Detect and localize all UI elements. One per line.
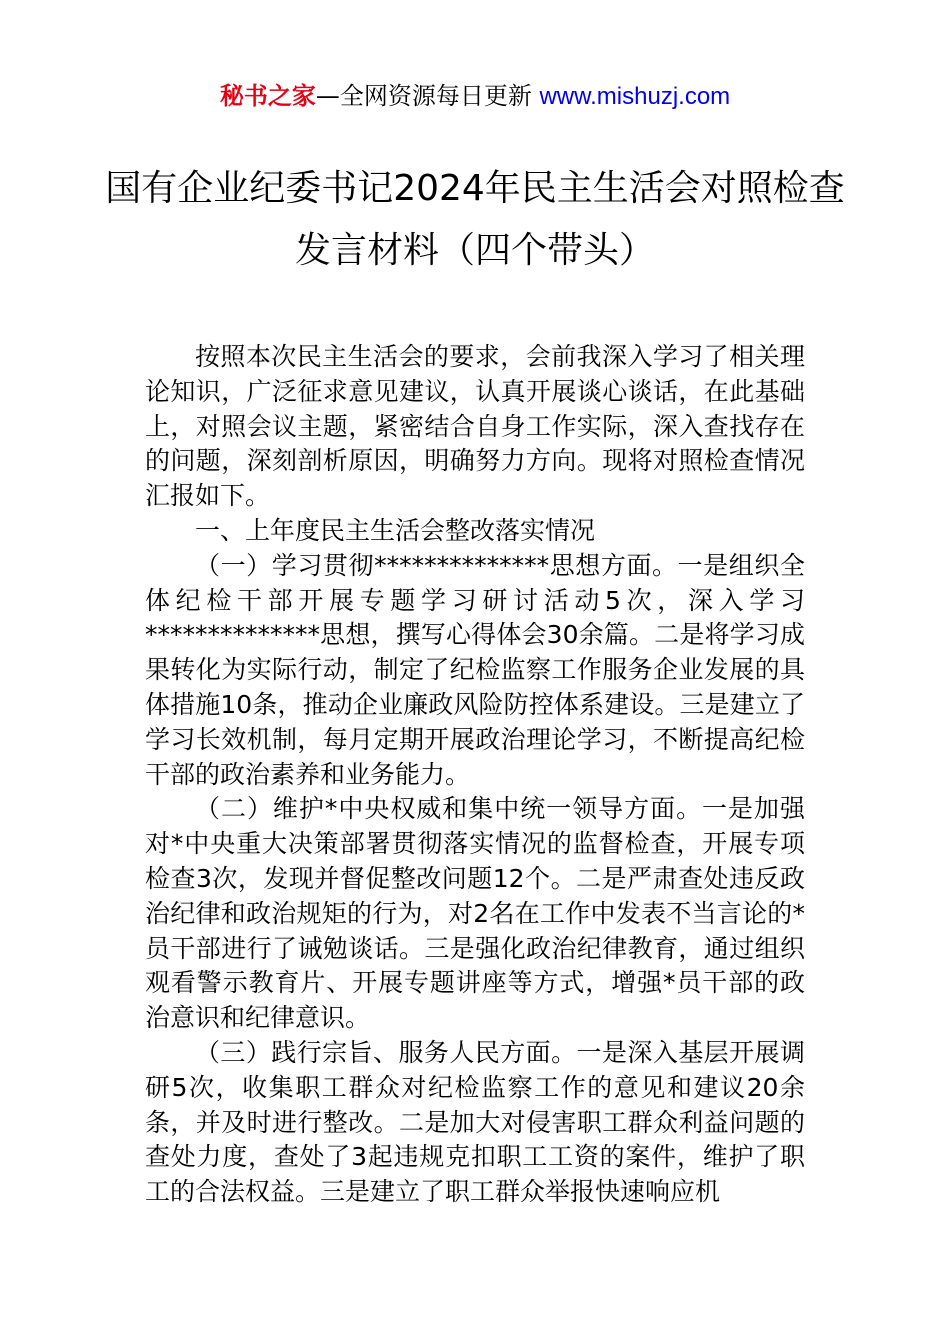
body-paragraph: （三）践行宗旨、服务人民方面。一是深入基层开展调研5次，收集职工群众对纪检监察工作的意见和建议20余条，并及时进行整改。二是加大对侵害职工群众利益问题的查处力度，查处了3起违规克扣职工工资的案件，维护了职工的合法权益。三是建立了职工群众举报快速响应机 (145, 1037, 805, 1207)
site-header (0, 78, 950, 115)
site-slogan: —全网资源每日更新 (315, 82, 532, 110)
site-brand: 秘书之家 (219, 82, 316, 110)
body-paragraph: （二）维护*中央权威和集中统一领导方面。一是加强对*中央重大决策部署贯彻落实情况的监督检查，开展专项检查3次，发现并督促整改问题12个。二是严肃查处违反政治纪律和政治规矩的行为，对2名在工作中发表不当言论的*员干部进行了诫勉谈话。三是强化政治纪律教育，通过组织观看警示教育片、开展专题讲座等方式，增强*员干部的政治意识和纪律意识。 (145, 794, 805, 1033)
site-url-link[interactable]: www.mishuzj.com (539, 83, 731, 110)
document-body (145, 340, 805, 1210)
section-heading: 一、上年度民主生活会整改落实情况 (195, 515, 596, 545)
document-title: 国有企业纪委书记2024年民主生活会对照检查发言材料（四个带头） (105, 168, 845, 271)
body-paragraph: （一）学习贯彻**************思想方面。一是组织全体纪检干部开展专题学习研讨活动5次，深入学习**************思想，撰写心得体会30余篇。二是将学习成果转化为实际行动，制定了纪检监察工作服务企业发展的具体措施10条，推动企业廉政风险防控体系建设。三是建立了学习长效机制，每月定期开展政治理论学习，不断提高纪检干部的政治素养和业务能力。 (145, 550, 805, 789)
intro-paragraph: 按照本次民主生活会的要求，会前我深入学习了相关理论知识，广泛征求意见建议，认真开展谈心谈话，在此基础上，对照会议主题，紧密结合自身工作实际，深入查找存在的问题，深刻剖析原因，明确努力方向。现将对照检查情况汇报如下。 (145, 342, 805, 511)
